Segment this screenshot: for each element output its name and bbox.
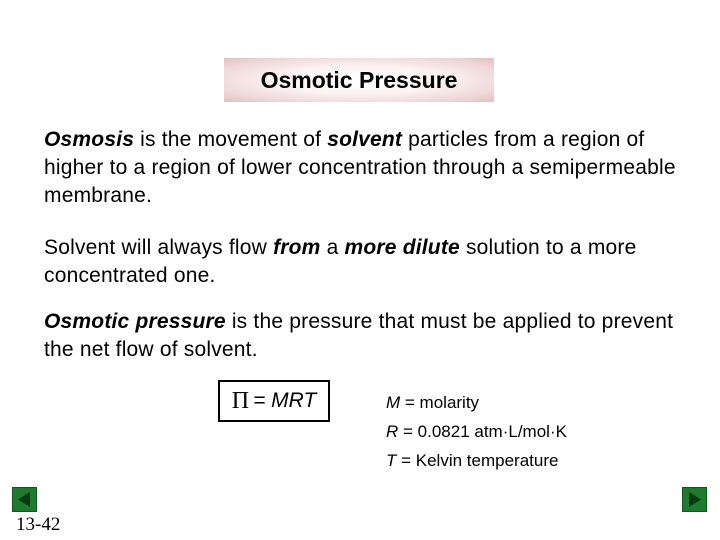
triangle-left-icon [12, 487, 37, 512]
back-button[interactable] [12, 487, 37, 512]
flow-text-a: Solvent will always flow [44, 236, 274, 259]
forward-button[interactable] [682, 487, 707, 512]
osmosis-text-b: particles from a region of higher to a region of lower concentration through a semipermeable membrane. [44, 128, 676, 207]
flow-emph-from: from [273, 236, 321, 259]
legend-item-r [386, 417, 567, 446]
legend-item-m [386, 388, 567, 417]
legend-var: R [386, 422, 399, 441]
equation-rhs: = MRT [253, 389, 317, 412]
osmosis-definition [44, 126, 684, 210]
flow-text-c: solution to a more concentrated one. [44, 236, 637, 287]
osmotic-pressure-definition [44, 308, 684, 364]
osmotic-pressure-term: Osmotic pressure [44, 310, 226, 333]
legend-item-t [386, 446, 567, 475]
slide-number: 13-42 [16, 514, 61, 535]
osmotic-pressure-equation [218, 380, 330, 422]
variable-legend [386, 388, 567, 475]
legend-var: T [386, 451, 397, 470]
osmotic-pressure-text: is the pressure that must be applied to prevent the net flow of solvent. [44, 310, 674, 361]
legend-var: M [386, 393, 401, 412]
legend-desc: = 0.0821 atm·L/mol·K [398, 422, 567, 441]
osmosis-text-a: is the movement of [134, 128, 328, 151]
solvent-flow-statement [44, 234, 684, 290]
pi-symbol: Π [231, 387, 250, 414]
osmosis-term: Osmosis [44, 128, 135, 151]
title-banner [224, 58, 494, 102]
legend-desc: = molarity [400, 393, 480, 412]
slide-title: Osmotic Pressure [260, 66, 458, 93]
flow-text-b: a [320, 236, 345, 259]
solvent-term: solvent [327, 128, 403, 151]
triangle-right-icon [682, 487, 707, 512]
flow-emph-dilute: more dilute [344, 236, 460, 259]
legend-desc: = Kelvin temperature [396, 451, 559, 470]
